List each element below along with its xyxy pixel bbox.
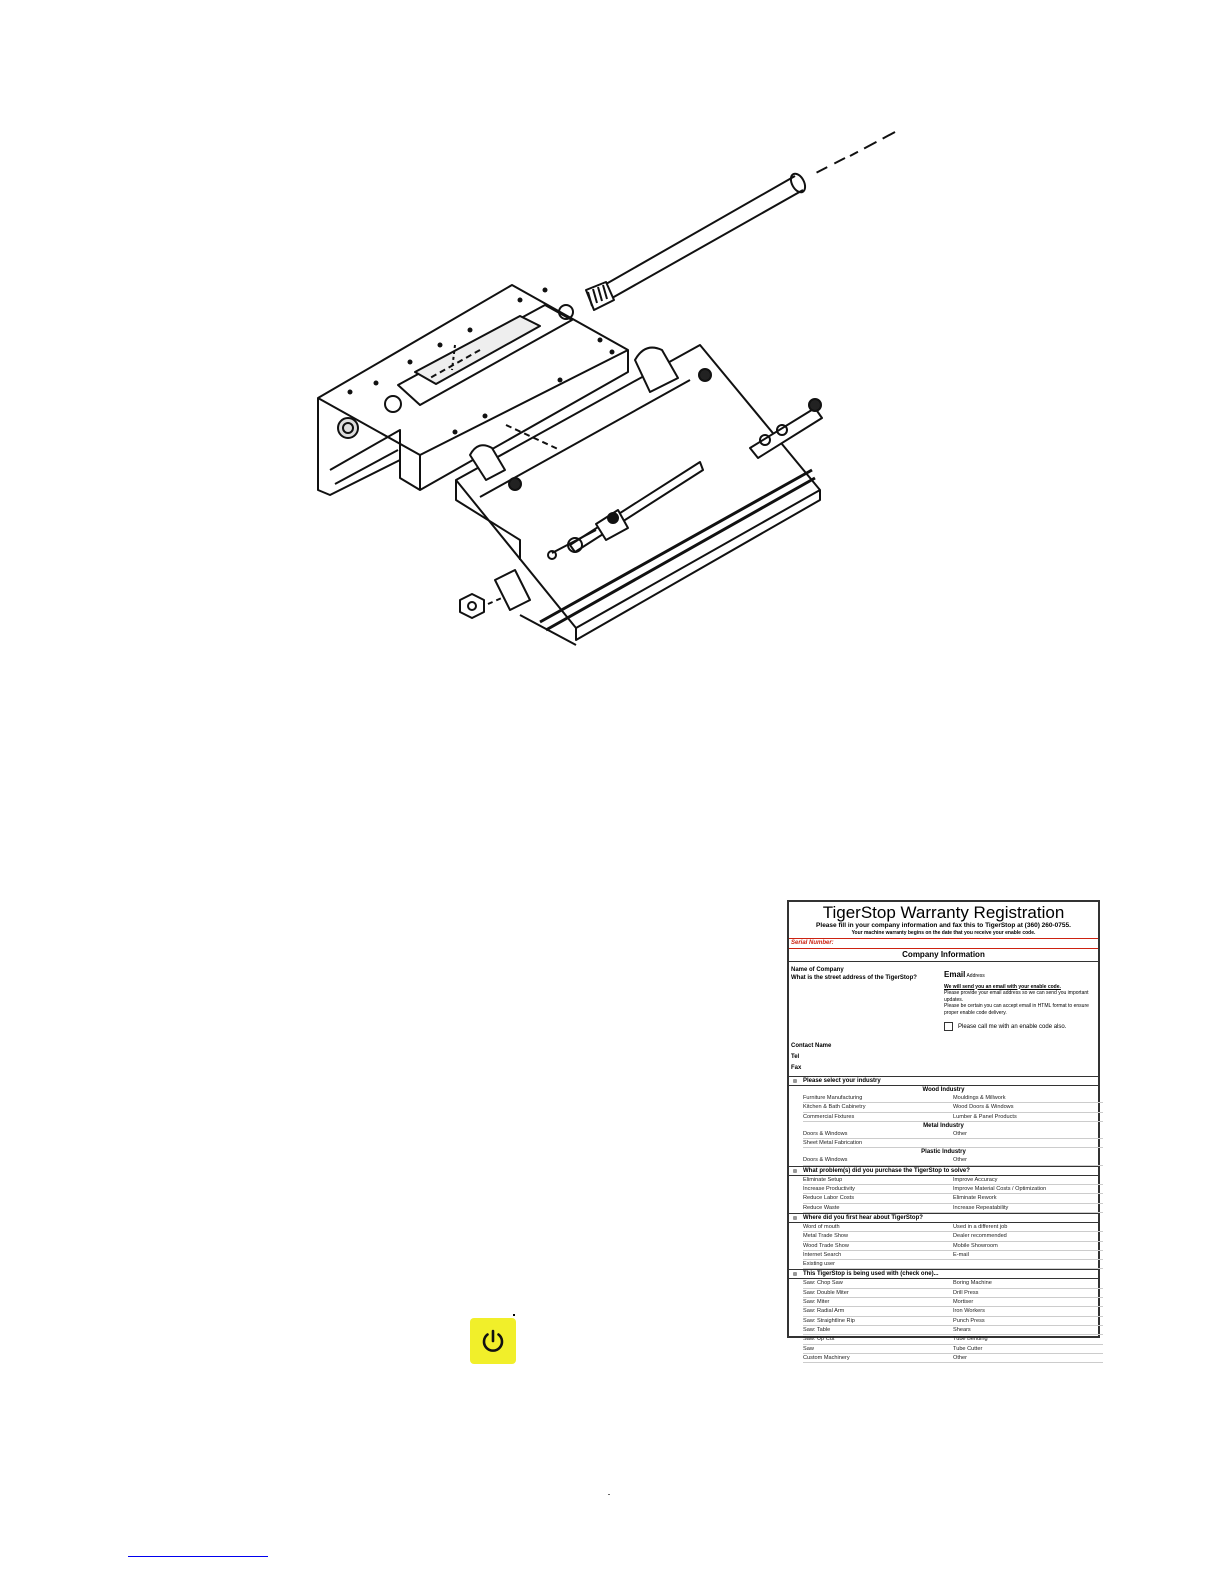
list-item: Reduce Waste	[803, 1204, 953, 1213]
list-item: Other	[953, 1354, 1103, 1363]
industry-question: Please select your industry	[789, 1076, 1098, 1086]
list-item: Iron Workers	[953, 1307, 1103, 1316]
email-label: Email	[944, 970, 966, 979]
hear-about-options	[789, 1223, 1098, 1269]
list-item: Wood Doors & Windows	[953, 1103, 1103, 1112]
list-item: Dealer recommended	[953, 1232, 1103, 1241]
call-me-label: Please call me with an enable code also.	[958, 1024, 1067, 1031]
serial-number-label: Serial Number:	[789, 938, 1098, 949]
list-item: Increase Productivity	[803, 1185, 953, 1194]
list-item: Lumber & Panel Products	[953, 1113, 1103, 1122]
list-item: Improve Material Costs / Optimization	[953, 1185, 1103, 1194]
list-item: Kitchen & Bath Cabinetry	[803, 1103, 953, 1112]
list-item: Doors & Windows	[803, 1130, 953, 1139]
list-item: Sheet Metal Fabrication	[803, 1139, 953, 1148]
list-item: Mouldings & Millwork	[953, 1094, 1103, 1103]
wood-industry-options	[789, 1094, 1098, 1122]
list-item: Commercial Fixtures	[803, 1113, 953, 1122]
call-me-checkbox	[944, 1022, 953, 1031]
list-item: Reduce Labor Costs	[803, 1194, 953, 1203]
list-item: Metal Trade Show	[803, 1232, 953, 1241]
metal-industry-options	[789, 1130, 1098, 1149]
list-item: Improve Accuracy	[953, 1176, 1103, 1185]
list-item: Drill Press	[953, 1289, 1103, 1298]
list-item: Punch Press	[953, 1317, 1103, 1326]
stray-mark	[513, 1314, 515, 1316]
used-with-options	[789, 1279, 1098, 1363]
list-item	[953, 1139, 1103, 1148]
email-address-label: Address	[966, 973, 985, 979]
hear-about-question: Where did you first hear about TigerStop?	[789, 1213, 1098, 1223]
list-item: E-mail	[953, 1251, 1103, 1260]
list-item: Mobile Showroom	[953, 1242, 1103, 1251]
form-subtitle: Please fill in your company information and fax this to TigerStop at (360) 260-0755.	[816, 922, 1071, 929]
contact-name-label: Contact Name	[791, 1043, 832, 1049]
email-note-2: Please provide your email address so we can send you important updates.	[944, 990, 1089, 1003]
list-item: Custom Machinery	[803, 1354, 953, 1363]
assembly-diagram	[300, 120, 840, 660]
tel-label: Tel	[791, 1054, 800, 1060]
list-item: Saw: Straightline Rip	[803, 1317, 953, 1326]
problem-question: What problem(s) did you purchase the TigerStop to solve?	[789, 1166, 1098, 1176]
company-name-label: Name of Company	[791, 967, 844, 973]
plastic-industry-heading: Plastic Industry	[921, 1149, 966, 1156]
power-icon	[478, 1326, 508, 1356]
list-item: Internet Search	[803, 1251, 953, 1260]
list-item: Word of mouth	[803, 1223, 953, 1232]
email-note-3: Please be certain you can accept email in HTML format to ensure proper enable code delivery.	[944, 1003, 1089, 1016]
stray-mark	[608, 1494, 610, 1495]
email-note-1: We will send you an email with your enable code.	[944, 983, 1061, 990]
list-item: Saw: Table	[803, 1326, 953, 1335]
list-item: Eliminate Rework	[953, 1194, 1103, 1203]
list-item: Existing user	[803, 1260, 953, 1269]
list-item: Saw: Radial Arm	[803, 1307, 953, 1316]
plastic-industry-options	[789, 1156, 1098, 1165]
list-item: Tube Bending	[953, 1335, 1103, 1344]
list-item: Boring Machine	[953, 1279, 1103, 1288]
form-subtitle-2: Your machine warranty begins on the date that you receive your enable code.	[851, 930, 1036, 936]
list-item: Mortiser	[953, 1298, 1103, 1307]
street-address-label: What is the street address of the TigerStop?	[791, 975, 917, 981]
list-item: Used in a different job	[953, 1223, 1103, 1232]
form-title: TigerStop Warranty Registration	[822, 903, 1065, 922]
list-item: Doors & Windows	[803, 1156, 953, 1165]
wood-industry-heading: Wood Industry	[922, 1087, 965, 1093]
list-item: Saw: Double Miter	[803, 1289, 953, 1298]
list-item: Other	[953, 1130, 1103, 1139]
used-with-question: This TigerStop is being used with (check one)...	[789, 1269, 1098, 1279]
problem-options	[789, 1176, 1098, 1213]
link-underline[interactable]	[128, 1556, 268, 1557]
list-item: Other	[953, 1156, 1103, 1165]
list-item: Saw: Miter	[803, 1298, 953, 1307]
list-item: Wood Trade Show	[803, 1242, 953, 1251]
warranty-registration-form	[787, 900, 1100, 1361]
list-item: Eliminate Setup	[803, 1176, 953, 1185]
fax-label: Fax	[791, 1065, 802, 1071]
list-item	[953, 1260, 1103, 1269]
list-item: Saw: Up Cut	[803, 1335, 953, 1344]
power-button[interactable]	[470, 1318, 516, 1364]
list-item: Saw: Chop Saw	[803, 1279, 953, 1288]
list-item: Furniture Manufacturing	[803, 1094, 953, 1103]
company-information-header: Company Information	[789, 949, 1098, 962]
metal-industry-heading: Metal Industry	[923, 1122, 964, 1129]
list-item: Increase Repeatability	[953, 1204, 1103, 1213]
list-item: Saw	[803, 1345, 953, 1354]
list-item: Tube Cutter	[953, 1345, 1103, 1354]
list-item: Shears	[953, 1326, 1103, 1335]
